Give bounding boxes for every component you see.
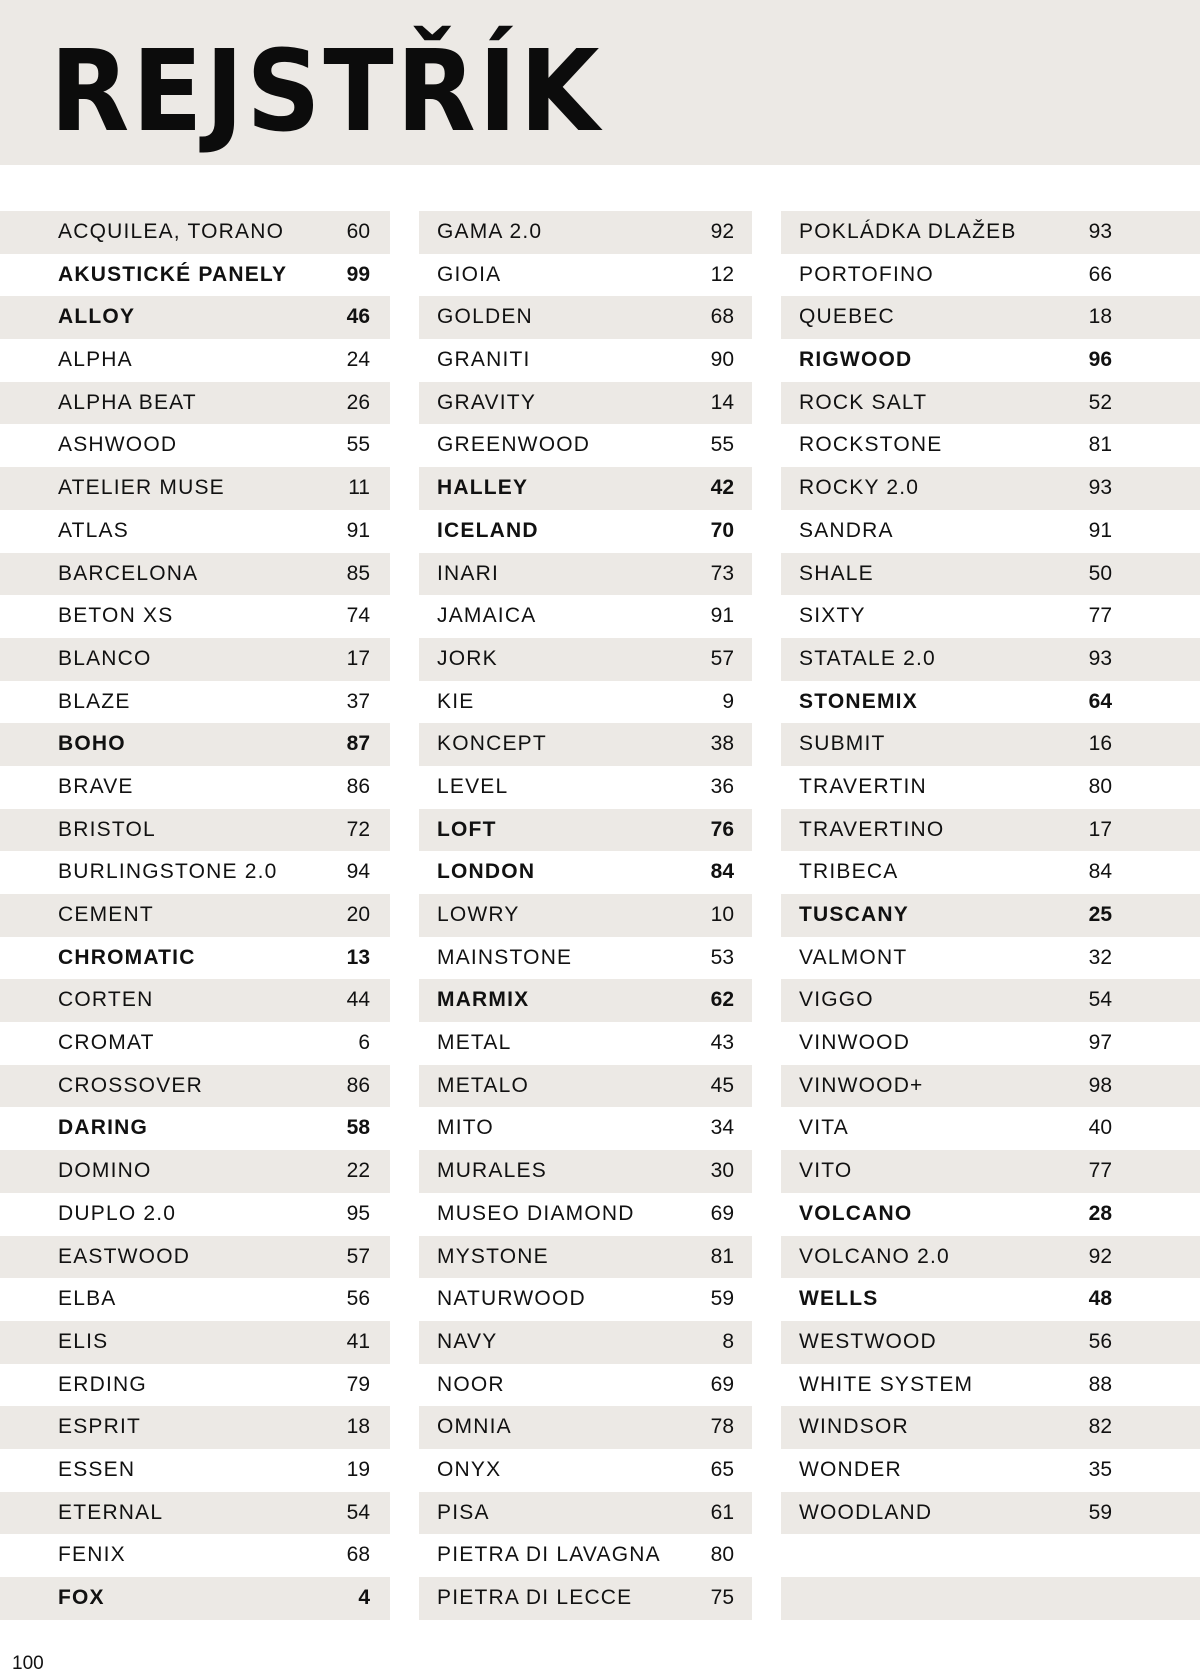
- index-entry: [0, 424, 390, 467]
- entry-page-number: 59: [1088, 1500, 1112, 1524]
- entry-label: INARI: [437, 561, 500, 585]
- index-column-3: [781, 211, 1200, 1620]
- index-entry: [781, 1321, 1200, 1364]
- entry-page-number: 73: [710, 561, 734, 585]
- entry-label: CHROMATIC: [58, 945, 196, 969]
- entry-label: ACQUILEA, TORANO: [58, 220, 285, 243]
- entry-label: TRAVERTINO: [799, 817, 945, 841]
- entry-page-number: 56: [1088, 1329, 1112, 1353]
- index-entry: [419, 1107, 752, 1150]
- index-entry: [781, 1236, 1200, 1279]
- entry-page-number: 52: [1088, 390, 1112, 414]
- index-entry: [781, 1449, 1200, 1492]
- entry-page-number: 74: [346, 604, 370, 628]
- page-title: REJSTŘÍK: [50, 27, 603, 157]
- index-entry: [781, 339, 1200, 382]
- entry-page-number: 77: [1088, 604, 1112, 628]
- index-entry: [781, 851, 1200, 894]
- entry-label: VITA: [799, 1116, 849, 1140]
- entry-page-number: 30: [710, 1159, 734, 1183]
- entry-label: ELIS: [58, 1329, 109, 1353]
- entry-page-number: 19: [346, 1457, 370, 1481]
- entry-label: BARCELONA: [58, 561, 199, 585]
- entry-page-number: 14: [710, 390, 734, 414]
- index-entry: [419, 296, 752, 339]
- entry-label: CROSSOVER: [58, 1073, 203, 1097]
- entry-page-number: 99: [346, 262, 370, 286]
- entry-label: METAL: [437, 1031, 512, 1055]
- index-entry: [419, 851, 752, 894]
- entry-page-number: 59: [710, 1287, 734, 1311]
- entry-page-number: 48: [1088, 1287, 1112, 1311]
- index-entry: [419, 424, 752, 467]
- entry-page-number: 44: [346, 988, 370, 1012]
- entry-label: GOLDEN: [437, 305, 533, 329]
- index-entry: [0, 809, 390, 852]
- entry-page-number: 41: [346, 1329, 370, 1353]
- entry-page-number: 4: [358, 1586, 370, 1609]
- index-entry: [419, 723, 752, 766]
- entry-page-number: 95: [346, 1201, 370, 1225]
- entry-label: WELLS: [799, 1287, 879, 1311]
- entry-page-number: 56: [346, 1287, 370, 1311]
- entry-label: ALLOY: [58, 305, 136, 329]
- entry-label: SIXTY: [799, 604, 866, 628]
- index-entry: [0, 1150, 390, 1193]
- entry-label: MITO: [437, 1116, 494, 1140]
- entry-page-number: 38: [710, 732, 734, 756]
- entry-label: AKUSTICKÉ PANELY: [58, 262, 288, 286]
- entry-label: CEMENT: [58, 903, 154, 926]
- index-entry: [0, 1364, 390, 1407]
- entry-page-number: 40: [1088, 1116, 1112, 1140]
- entry-label: ROCK SALT: [799, 390, 928, 414]
- entry-label: ASHWOOD: [58, 433, 178, 457]
- index-entry: [0, 595, 390, 638]
- index-entry: [419, 1534, 752, 1577]
- index-entry: [781, 1492, 1200, 1535]
- entry-label: SANDRA: [799, 518, 894, 542]
- entry-page-number: 93: [1088, 646, 1112, 670]
- entry-label: MUSEO DIAMOND: [437, 1201, 635, 1225]
- entry-page-number: 62: [710, 988, 734, 1012]
- entry-label: MURALES: [437, 1159, 547, 1183]
- index-entry: [419, 1022, 752, 1065]
- index-entry: [781, 211, 1200, 254]
- entry-label: NATURWOOD: [437, 1287, 586, 1311]
- entry-page-number: 17: [346, 646, 370, 670]
- entry-page-number: 81: [710, 1244, 734, 1268]
- entry-page-number: 46: [346, 305, 370, 329]
- entry-label: BRAVE: [58, 774, 134, 798]
- entry-label: LOFT: [437, 817, 497, 841]
- index-entry: [0, 638, 390, 681]
- entry-page-number: 11: [348, 476, 370, 500]
- entry-label: ESPRIT: [58, 1415, 142, 1439]
- entry-label: DOMINO: [58, 1159, 152, 1183]
- entry-label: KONCEPT: [437, 732, 547, 756]
- entry-page-number: 18: [1088, 305, 1112, 329]
- entry-page-number: 85: [346, 561, 370, 585]
- entry-label: STONEMIX: [799, 689, 918, 713]
- index-entry: [419, 766, 752, 809]
- entry-label: DUPLO 2.0: [58, 1201, 177, 1225]
- index-entry: [419, 979, 752, 1022]
- entry-label: ELBA: [58, 1287, 117, 1311]
- index-entry: [0, 851, 390, 894]
- entry-label: ONYX: [437, 1457, 502, 1481]
- entry-label: MAINSTONE: [437, 945, 573, 969]
- index-entry: [419, 1065, 752, 1108]
- index-entry: [0, 1449, 390, 1492]
- entry-page-number: 18: [346, 1415, 370, 1439]
- entry-page-number: 87: [346, 732, 370, 756]
- entry-label: GAMA 2.0: [437, 220, 543, 243]
- entry-label: LEVEL: [437, 774, 509, 798]
- entry-label: RIGWOOD: [799, 348, 913, 372]
- entry-label: VIGGO: [799, 988, 874, 1012]
- entry-page-number: 84: [710, 860, 734, 884]
- entry-label: GRANITI: [437, 348, 531, 372]
- index-entry: [781, 467, 1200, 510]
- index-entry: [781, 1193, 1200, 1236]
- index-entry: [781, 1534, 1200, 1577]
- index-entry: [0, 254, 390, 297]
- entry-page-number: 55: [346, 433, 370, 457]
- entry-page-number: 76: [710, 817, 734, 841]
- entry-page-number: 92: [1088, 1244, 1112, 1268]
- entry-label: BURLINGSTONE 2.0: [58, 860, 278, 884]
- entry-label: VALMONT: [799, 945, 908, 969]
- index-entry: [781, 553, 1200, 596]
- index-column-1: [0, 211, 390, 1620]
- index-entry: [0, 1236, 390, 1279]
- page-number: 100: [12, 1653, 44, 1674]
- entry-page-number: 91: [1088, 518, 1112, 542]
- entry-label: ICELAND: [437, 518, 539, 542]
- index-entry: [419, 1150, 752, 1193]
- entry-page-number: 70: [710, 518, 734, 542]
- entry-page-number: 6: [358, 1031, 370, 1055]
- index-entry: [0, 1278, 390, 1321]
- entry-page-number: 28: [1088, 1201, 1112, 1225]
- index-entry: [0, 723, 390, 766]
- entry-page-number: 61: [710, 1500, 734, 1524]
- entry-label: VOLCANO: [799, 1201, 913, 1225]
- entry-label: QUEBEC: [799, 305, 895, 329]
- entry-label: FOX: [58, 1586, 105, 1609]
- entry-page-number: 32: [1088, 945, 1112, 969]
- index-entry: [0, 467, 390, 510]
- index-entry: [781, 638, 1200, 681]
- index-entry: [419, 809, 752, 852]
- entry-page-number: 82: [1088, 1415, 1112, 1439]
- entry-page-number: 22: [346, 1159, 370, 1183]
- entry-page-number: 57: [710, 646, 734, 670]
- entry-label: GREENWOOD: [437, 433, 591, 457]
- index-entry: [781, 1364, 1200, 1407]
- index-entry: [419, 894, 752, 937]
- entry-label: HALLEY: [437, 476, 529, 500]
- entry-page-number: 17: [1088, 817, 1112, 841]
- index-entry: [419, 1364, 752, 1407]
- index-entry: [781, 510, 1200, 553]
- index-entry: [781, 809, 1200, 852]
- entry-page-number: 92: [710, 220, 734, 243]
- index-entry: [781, 681, 1200, 724]
- entry-page-number: 36: [710, 774, 734, 798]
- entry-page-number: 9: [722, 689, 734, 713]
- entry-label: GIOIA: [437, 262, 502, 286]
- index-column-2: [419, 211, 752, 1620]
- index-entry: [419, 595, 752, 638]
- entry-label: ESSEN: [58, 1457, 136, 1481]
- entry-page-number: 34: [710, 1116, 734, 1140]
- entry-label: ETERNAL: [58, 1500, 164, 1524]
- index-entry: [781, 254, 1200, 297]
- entry-page-number: 57: [346, 1244, 370, 1268]
- entry-page-number: 80: [1088, 774, 1112, 798]
- index-entry: [781, 1577, 1200, 1620]
- index-entry: [0, 894, 390, 937]
- entry-page-number: 65: [710, 1457, 734, 1481]
- index-entry: [781, 1065, 1200, 1108]
- entry-page-number: 98: [1088, 1073, 1112, 1097]
- index-entry: [419, 553, 752, 596]
- entry-page-number: 80: [710, 1543, 734, 1567]
- entry-page-number: 24: [346, 348, 370, 372]
- index-entry: [781, 1022, 1200, 1065]
- entry-page-number: 78: [710, 1415, 734, 1439]
- index-entry: [419, 211, 752, 254]
- index-entry: [419, 638, 752, 681]
- index-entry: [419, 1321, 752, 1364]
- index-entry: [0, 681, 390, 724]
- entry-label: TUSCANY: [799, 903, 909, 926]
- index-entry: [0, 1406, 390, 1449]
- entry-label: ATELIER MUSE: [58, 476, 225, 500]
- index-entry: [781, 723, 1200, 766]
- entry-label: WESTWOOD: [799, 1329, 937, 1353]
- index-entry: [781, 1406, 1200, 1449]
- index-entry: [0, 339, 390, 382]
- entry-label: TRAVERTIN: [799, 774, 927, 798]
- entry-page-number: 68: [710, 305, 734, 329]
- entry-page-number: 75: [710, 1586, 734, 1609]
- entry-label: ALPHA: [58, 348, 133, 372]
- index-entry: [0, 1534, 390, 1577]
- entry-label: PORTOFINO: [799, 262, 934, 286]
- entry-label: VOLCANO 2.0: [799, 1244, 950, 1268]
- entry-page-number: 84: [1088, 860, 1112, 884]
- entry-label: VITO: [799, 1159, 853, 1183]
- entry-label: PIETRA DI LECCE: [437, 1586, 633, 1609]
- entry-label: FENIX: [58, 1543, 126, 1567]
- entry-label: LONDON: [437, 860, 536, 884]
- index-entry: [781, 296, 1200, 339]
- entry-page-number: 58: [346, 1116, 370, 1140]
- entry-page-number: 25: [1088, 903, 1112, 926]
- entry-page-number: 42: [710, 476, 734, 500]
- index-entry: [419, 681, 752, 724]
- index-entry: [419, 1449, 752, 1492]
- index-entry: [781, 1150, 1200, 1193]
- entry-label: WHITE SYSTEM: [799, 1372, 974, 1396]
- entry-page-number: 16: [1088, 732, 1112, 756]
- entry-label: WOODLAND: [799, 1500, 933, 1524]
- entry-label: BLANCO: [58, 646, 152, 670]
- entry-label: VINWOOD+: [799, 1073, 924, 1097]
- entry-page-number: 97: [1088, 1031, 1112, 1055]
- entry-page-number: 93: [1088, 220, 1112, 243]
- entry-label: ROCKY 2.0: [799, 476, 920, 500]
- entry-label: MARMIX: [437, 988, 530, 1012]
- index-entry: [781, 1107, 1200, 1150]
- entry-page-number: 81: [1088, 433, 1112, 457]
- index-entry: [781, 595, 1200, 638]
- entry-page-number: 86: [346, 1073, 370, 1097]
- index-entry: [0, 296, 390, 339]
- entry-label: BOHO: [58, 732, 126, 756]
- entry-page-number: 26: [346, 390, 370, 414]
- entry-page-number: 90: [710, 348, 734, 372]
- entry-label: TRIBECA: [799, 860, 899, 884]
- entry-page-number: 10: [710, 903, 734, 926]
- index-entry: [781, 937, 1200, 980]
- index-entry: [419, 1577, 752, 1620]
- entry-label: BETON XS: [58, 604, 174, 628]
- entry-label: POKLÁDKA DLAŽEB: [799, 220, 1017, 243]
- index-entry: [0, 1492, 390, 1535]
- entry-label: PISA: [437, 1500, 490, 1524]
- index-entry: [419, 254, 752, 297]
- entry-page-number: 79: [346, 1372, 370, 1396]
- entry-page-number: 60: [346, 220, 370, 243]
- entry-label: BLAZE: [58, 689, 131, 713]
- entry-label: SUBMIT: [799, 732, 886, 756]
- entry-label: ATLAS: [58, 518, 129, 542]
- entry-label: STATALE 2.0: [799, 646, 936, 670]
- entry-label: NOOR: [437, 1372, 505, 1396]
- entry-label: JAMAICA: [437, 604, 537, 628]
- entry-page-number: 66: [1088, 262, 1112, 286]
- entry-page-number: 43: [710, 1031, 734, 1055]
- index-entry: [419, 1492, 752, 1535]
- index-entry: [781, 894, 1200, 937]
- entry-page-number: 20: [346, 903, 370, 926]
- index-entry: [0, 1321, 390, 1364]
- entry-label: CORTEN: [58, 988, 154, 1012]
- entry-page-number: 37: [346, 689, 370, 713]
- entry-page-number: 13: [346, 945, 370, 969]
- entry-page-number: 8: [722, 1329, 734, 1353]
- entry-label: ERDING: [58, 1372, 147, 1396]
- entry-label: PIETRA DI LAVAGNA: [437, 1543, 661, 1567]
- index-entry: [0, 766, 390, 809]
- entry-label: LOWRY: [437, 903, 520, 926]
- entry-label: DARING: [58, 1116, 149, 1140]
- index-entry: [781, 1278, 1200, 1321]
- entry-page-number: 96: [1088, 348, 1112, 372]
- entry-page-number: 64: [1088, 689, 1112, 713]
- entry-label: WONDER: [799, 1457, 902, 1481]
- index-entry: [781, 382, 1200, 425]
- index-entry: [0, 553, 390, 596]
- index-entry: [419, 382, 752, 425]
- entry-page-number: 88: [1088, 1372, 1112, 1396]
- entry-label: GRAVITY: [437, 390, 537, 414]
- index-entry: [419, 1236, 752, 1279]
- entry-label: KIE: [437, 689, 475, 713]
- entry-label: OMNIA: [437, 1415, 512, 1439]
- entry-page-number: 93: [1088, 476, 1112, 500]
- entry-label: METALO: [437, 1073, 529, 1097]
- entry-label: MYSTONE: [437, 1244, 549, 1268]
- entry-label: NAVY: [437, 1329, 498, 1353]
- index-entry: [419, 1193, 752, 1236]
- entry-page-number: 72: [346, 817, 370, 841]
- index-entry: [0, 1193, 390, 1236]
- entry-label: VINWOOD: [799, 1031, 911, 1055]
- entry-label: BRISTOL: [58, 817, 156, 841]
- entry-page-number: 94: [346, 860, 370, 884]
- page-header: [0, 0, 1200, 165]
- entry-page-number: 77: [1088, 1159, 1112, 1183]
- entry-page-number: 50: [1088, 561, 1112, 585]
- index-entry: [0, 1577, 390, 1620]
- entry-label: JORK: [437, 646, 498, 670]
- entry-page-number: 45: [710, 1073, 734, 1097]
- index-entry: [419, 1406, 752, 1449]
- index-entry: [0, 510, 390, 553]
- index-entry: [0, 1065, 390, 1108]
- index-entry: [781, 979, 1200, 1022]
- entry-label: SHALE: [799, 561, 874, 585]
- entry-label: ALPHA BEAT: [58, 390, 197, 414]
- index-entry: [0, 382, 390, 425]
- entry-page-number: 69: [710, 1372, 734, 1396]
- entry-page-number: 54: [1088, 988, 1112, 1012]
- entry-page-number: 53: [710, 945, 734, 969]
- entry-page-number: 91: [710, 604, 734, 628]
- entry-label: CROMAT: [58, 1031, 155, 1055]
- entry-page-number: 35: [1088, 1457, 1112, 1481]
- index-entry: [419, 339, 752, 382]
- index-entry: [0, 211, 390, 254]
- index-entry: [0, 1107, 390, 1150]
- index-entry: [419, 467, 752, 510]
- entry-page-number: 86: [346, 774, 370, 798]
- index-entry: [0, 937, 390, 980]
- index-entry: [781, 424, 1200, 467]
- entry-page-number: 69: [710, 1201, 734, 1225]
- index-entry: [0, 1022, 390, 1065]
- entry-page-number: 91: [346, 518, 370, 542]
- index-entry: [419, 510, 752, 553]
- index-entry: [419, 937, 752, 980]
- index-entry: [419, 1278, 752, 1321]
- entry-page-number: 54: [346, 1500, 370, 1524]
- entry-label: EASTWOOD: [58, 1244, 191, 1268]
- entry-page-number: 68: [346, 1543, 370, 1567]
- entry-label: ROCKSTONE: [799, 433, 943, 457]
- entry-label: WINDSOR: [799, 1415, 909, 1439]
- entry-page-number: 12: [710, 262, 734, 286]
- entry-page-number: 55: [710, 433, 734, 457]
- index-entry: [0, 979, 390, 1022]
- index-entry: [781, 766, 1200, 809]
